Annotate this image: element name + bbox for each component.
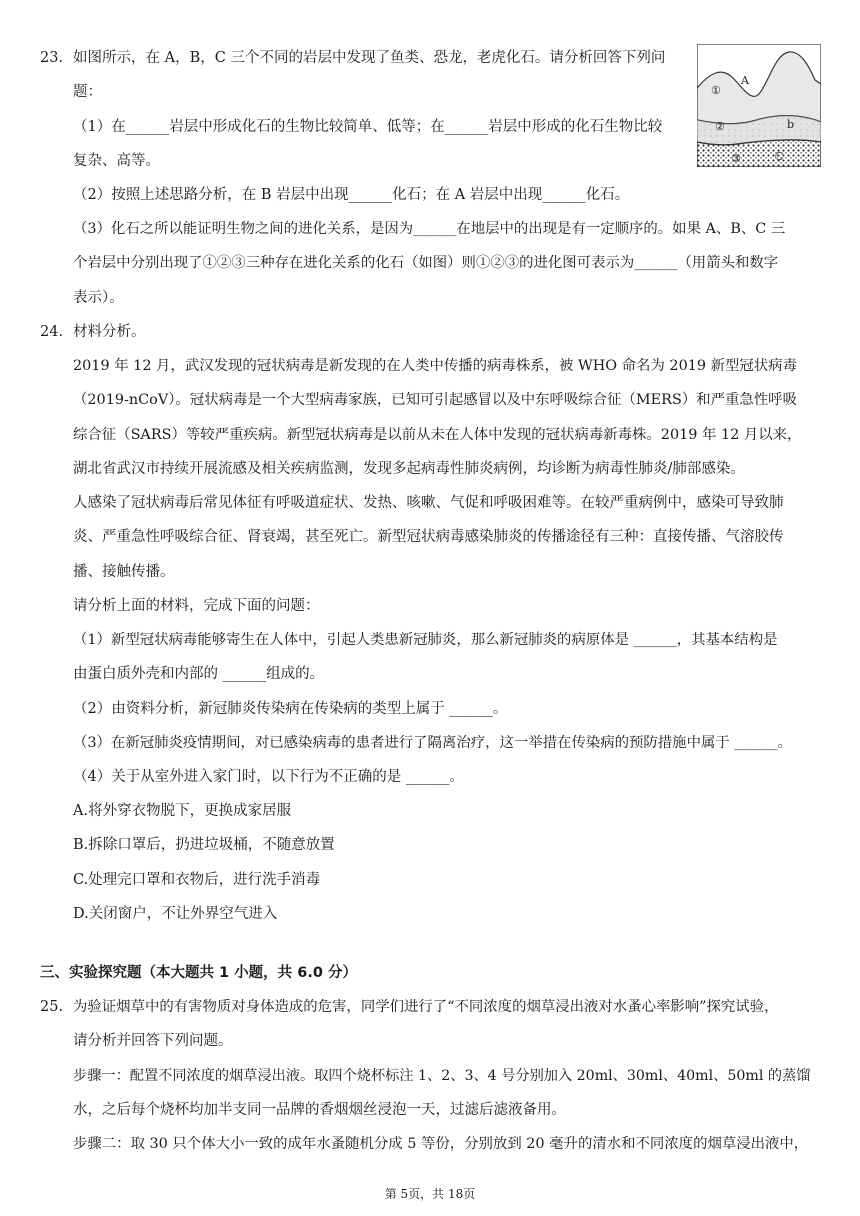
q24-number: 24.	[40, 324, 64, 340]
q24-line-1: 材料分析。	[73, 324, 146, 340]
fossil-mark-1: ①	[711, 84, 721, 97]
q23-line-8: 表示）。	[73, 290, 124, 306]
q24-line-5: 湖北省武汉市持续开展流感及相关疾病监测，发现多起病毒性肺炎病例，均诊断为病毒性肺炎/肺部感染。	[73, 461, 745, 477]
q24-option-b: B.拆除口罩后，扔进垃圾桶，不随意放置	[73, 837, 335, 853]
q23-line-2: 题：	[73, 84, 102, 100]
q24-line-14: （4）关于从室外进入家门时，以下行为不正确的是 ______。	[73, 769, 464, 785]
q24-option-d: D.关闭窗户，不让外界空气进入	[73, 906, 278, 922]
q24-line-8: 播、接触传播。	[73, 564, 175, 580]
layer-label-a: A	[741, 74, 749, 87]
layer-label-c: C	[775, 150, 784, 163]
page-footer: 第 5页，共 18页	[384, 1187, 476, 1201]
q23-line-3: （1）在______岩层中形成化石的生物比较简单、低等；在______岩层中形成的化石生物比较	[73, 119, 663, 135]
q23-line-6: （3）化石之所以能证明生物之间的进化关系，是因为______在地层中的出现是有一定顺序的。如果 A、B、C 三	[73, 221, 786, 237]
q24-line-12: （2）由资料分析，新冠肺炎传染病在传染病的类型上属于 ______。	[73, 701, 508, 717]
q24-line-2: 2019 年 12 月，武汉发现的冠状病毒是新发现的在人类中传播的病毒株系，被 WHO 命名为 2019 新型冠状病毒	[73, 358, 797, 374]
q24-line-4: 综合征（SARS）等较严重疾病。新型冠状病毒是以前从未在人体中发现的冠状病毒新毒株。2019 年 12 月以来，	[73, 427, 802, 443]
q24-line-11: 由蛋白质外壳和内部的 ______组成的。	[73, 666, 325, 682]
rock-layers-figure	[697, 44, 821, 167]
q24-line-13: （3）在新冠肺炎疫情期间，对已感染病毒的患者进行了隔离治疗，这一举措在传染病的预防措施中属于 ______。	[73, 735, 792, 751]
q25-line-5: 步骤二：取 30 只个体大小一致的成年水蚤随机分成 5 等份，分别放到 20 毫升的清水和不同浓度的烟草浸出液中，	[73, 1136, 809, 1152]
fossil-mark-3: ③	[731, 152, 741, 165]
q25-line-2: 请分析并回答下列问题。	[73, 1033, 233, 1049]
q24-option-a: A.将外穿衣物脱下，更换成家居服	[73, 803, 292, 819]
q24-line-10: （1）新型冠状病毒能够寄生在人体中，引起人类患新冠肺炎，那么新冠肺炎的病原体是 ______，其基本结构是	[73, 632, 778, 648]
q24-line-7: 炎、严重急性呼吸综合征、肾衰竭，甚至死亡。新型冠状病毒感染肺炎的传播途径有三种：直接传播、气溶胶传	[73, 529, 784, 545]
q25-line-1: 为验证烟草中的有害物质对身体造成的危害，同学们进行了“不同浓度的烟草浸出液对水蚤心率影响”探究试验，	[73, 999, 779, 1015]
q24-line-6: 人感染了冠状病毒后常见体征有呼吸道症状、发热、咳嗽、气促和呼吸困难等。在较严重病例中，感染可导致肺	[73, 495, 784, 511]
q24-option-c: C.处理完口罩和衣物后，进行洗手消毒	[73, 872, 321, 888]
q24-line-9: 请分析上面的材料，完成下面的问题：	[73, 598, 320, 614]
layer-label-b: b	[787, 118, 795, 131]
q25-line-4: 水，之后每个烧杯均加半支同一品牌的香烟烟丝浸泡一天，过滤后滤液备用。	[73, 1102, 566, 1118]
q23-number: 23.	[40, 50, 64, 66]
fossil-mark-2: ②	[715, 120, 725, 133]
q25-number: 25.	[40, 999, 64, 1015]
q24-line-3: （2019-nCoV）。冠状病毒是一个大型病毒家族，已知可引起感冒以及中东呼吸综合征（MERS）和严重急性呼吸	[73, 392, 797, 408]
q23-line-1: 如图所示，在 A，B，C 三个不同的岩层中发现了鱼类、恐龙，老虎化石。请分析回答下列问	[73, 50, 666, 66]
q25-line-3: 步骤一：配置不同浓度的烟草浸出液。取四个烧杯标注 1、2、3、4 号分别加入 20ml、30ml、40ml、50ml 的蒸馏	[73, 1068, 811, 1084]
q23-line-7: 个岩层中分别出现了①②③三种存在进化关系的化石（如图）则①②③的进化图可表示为______（用箭头和数字	[73, 255, 779, 271]
section-heading: 三、实验探究题（本大题共 1 小题，共 6.0 分）	[40, 965, 357, 981]
q23-line-4: 复杂、高等。	[73, 153, 160, 169]
q23-line-5: （2）按照上述思路分析，在 B 岩层中出现______化石；在 A 岩层中出现______化石。	[73, 187, 630, 203]
